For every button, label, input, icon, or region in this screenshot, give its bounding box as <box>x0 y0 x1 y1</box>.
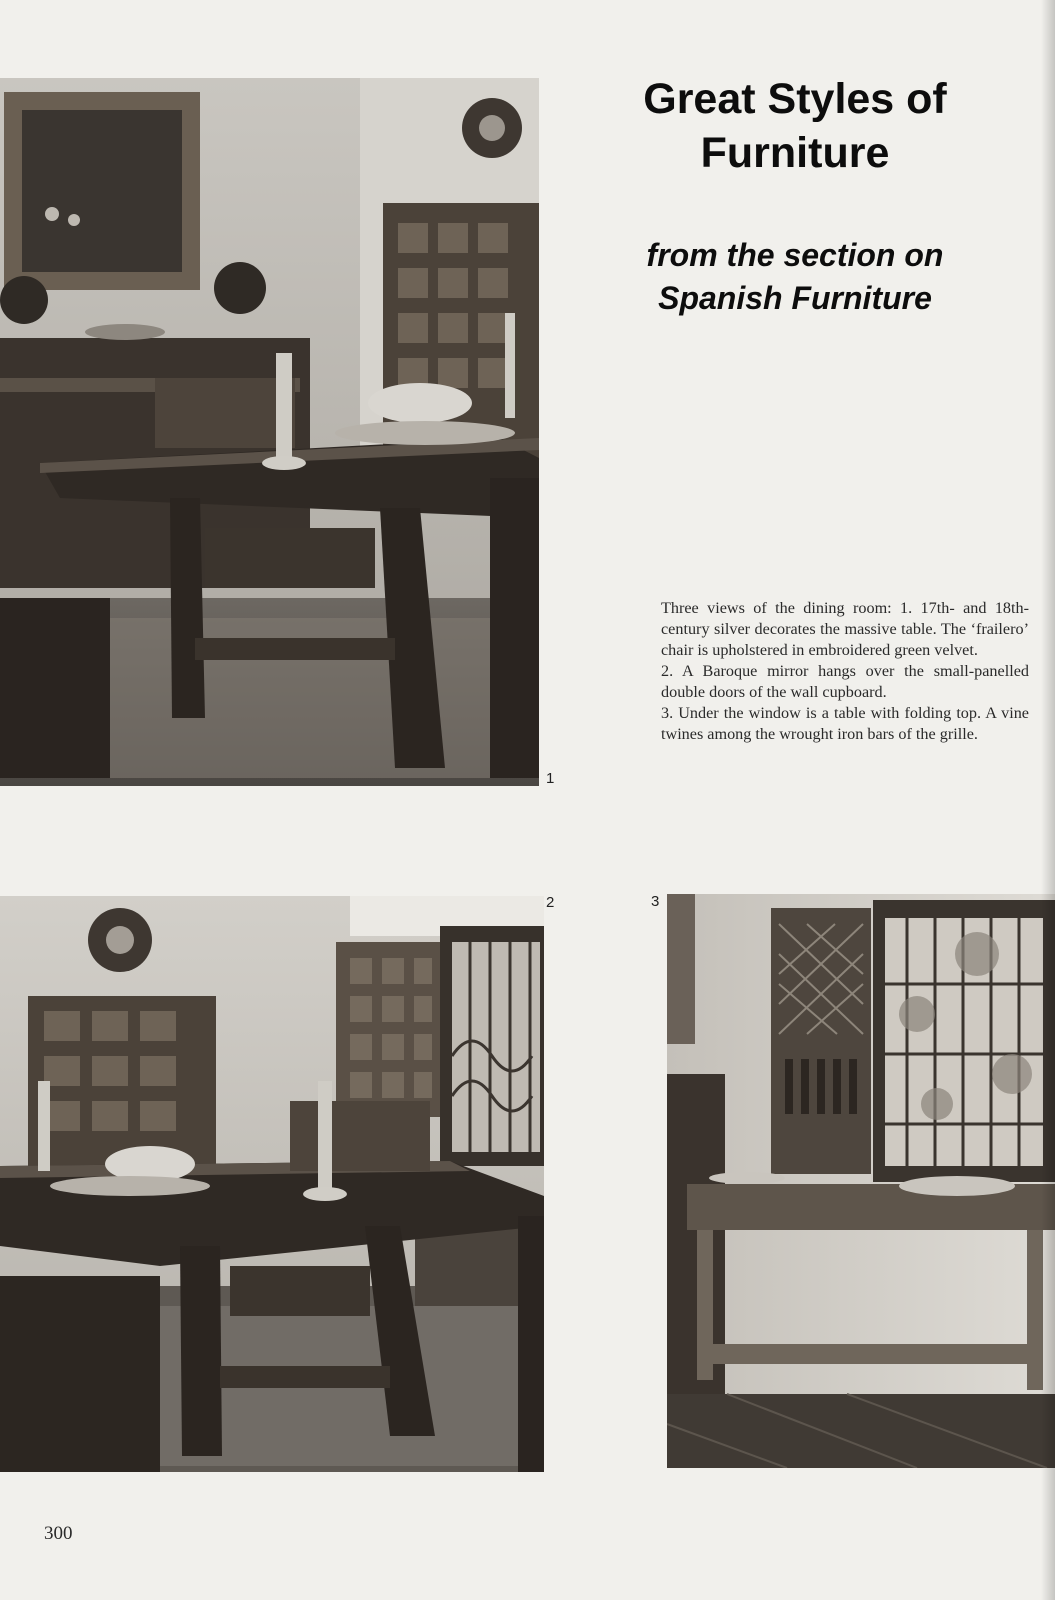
photo-3-number: 3 <box>651 893 660 910</box>
photo-1-dining-table <box>0 78 539 786</box>
page-edge-shadow <box>1041 0 1055 1600</box>
caption-paragraph-2: 2. A Baroque mirror hangs over the small-panelled double doors of the wall cupboard. <box>661 662 1029 701</box>
title-line-1: Great Styles of <box>643 75 947 123</box>
page-subtitle <box>595 234 995 320</box>
subtitle-line-2: Spanish Furniture <box>658 280 932 316</box>
page-number: 300 <box>44 1523 73 1544</box>
photo-caption <box>661 598 1029 745</box>
caption-paragraph-1: Three views of the dining room: 1. 17th- and 18th-century silver decorates the massive table. The ‘frailero’ chair is upholstered in embroidered green velvet. <box>661 599 1029 659</box>
photo-1-number: 1 <box>546 770 555 787</box>
photo-3-window-table <box>667 894 1055 1468</box>
page-title <box>590 72 1000 180</box>
subtitle-line-1: from the section on <box>646 237 944 273</box>
photo-2-number: 2 <box>546 894 555 911</box>
title-line-2: Furniture <box>700 129 890 177</box>
caption-paragraph-3: 3. Under the window is a table with folding top. A vine twines among the wrought iron bars of the grille. <box>661 704 1029 743</box>
photo-2-wall-cupboard <box>0 896 544 1472</box>
